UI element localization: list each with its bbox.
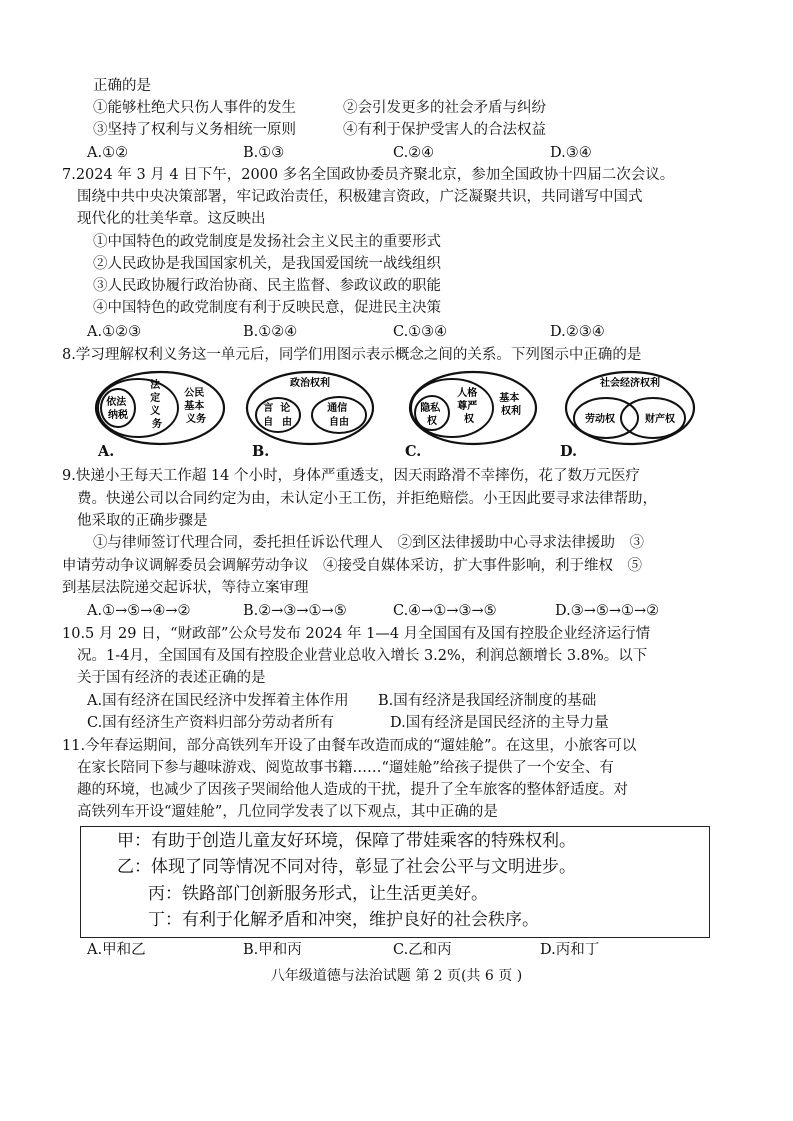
diag-c-inner-2: 权: [427, 416, 437, 427]
q8-label-c: C.: [405, 443, 422, 460]
q11-viewpoint-box: [80, 826, 710, 938]
q7-option-d: D.②③④: [550, 324, 605, 340]
q11-option-b: B.甲和丙: [243, 942, 302, 958]
q6-option-b: B.①③: [243, 145, 285, 161]
q9-stem-line-2: 费。快递公司以合同约定为由，未认定小王工伤，并拒绝赔偿。小王因此要寻求法律帮助，: [77, 491, 657, 507]
diag-c-outer-1: 基本: [499, 393, 520, 404]
q11-stem-line-3: 趣的环境，也减少了因孩子哭闹给他人造成的干扰，提升了全车旅客的整体舒适度。对: [77, 782, 628, 798]
diag-a-outer-2: 基本: [184, 401, 205, 412]
q9-stem-line-3: 他采取的正确步骤是: [77, 513, 208, 529]
diag-c-outer-2: 权利: [501, 406, 521, 417]
diag-a-mid-2: 定: [150, 393, 161, 404]
q7-option-b: B.①②④: [243, 324, 298, 340]
q11-view-bing: 丙：铁路部门创新服务形式，让生活更美好。: [148, 884, 488, 904]
diag-a-outer-3: 义务: [186, 414, 206, 425]
diagram-d: [566, 372, 694, 444]
diag-a-inner-1: 依法: [106, 397, 127, 408]
diag-b-c2-2: 自由: [329, 417, 349, 428]
q11-stem-line-2: 在家长陪同下参与趣味游戏、阅览故事书籍……“遛娃舱”给孩子提供了一个安全、有: [77, 760, 614, 776]
diag-b-c1-1: 言: [263, 403, 274, 414]
q9-option-a: A.①→⑤→④→②: [87, 603, 191, 619]
svg-text:人格 尊严 权: [457, 386, 480, 425]
q8-diagrams: [0, 368, 793, 463]
diagram-c: [410, 372, 536, 444]
q10-option-d: D.国有经济是国民经济的主导力量: [390, 715, 609, 731]
q7-statement-2: ②人民政协是我国国家机关，是我国爱国统一战线组织: [93, 256, 441, 272]
q11-option-d: D.丙和丁: [540, 942, 600, 958]
q9-steps-line-1: ①与律师签订代理合同，委托担任诉讼代理人 ②到区法律援助中心寻求法律援助 ③: [93, 535, 644, 551]
q10-stem-line-2: 况。1-4月，全国国有及国有控股企业营业总收入增长 3.2%，利润总额增长 3.8%。以下: [77, 648, 648, 664]
diag-b-c2-1: 通信: [327, 403, 348, 414]
diag-c-mid-3: 权: [464, 414, 474, 425]
diag-b-title: 政治权利: [290, 378, 330, 389]
diag-c-mid-2: 尊严: [457, 401, 478, 412]
q7-option-a: A.①②③: [87, 324, 142, 340]
q9-option-c: C.④→①→③→⑤: [393, 603, 497, 619]
q9-stem-line-1: 9.快递小王每天工作超 14 个小时，身体严重透支，因天雨路滑不幸摔伤，花了数万元医疗: [62, 468, 640, 484]
svg-text:言 论 自 由: [263, 401, 293, 428]
q11-view-ding: 丁：有利于化解矛盾和冲突，维护良好的社会秩序。: [148, 910, 539, 930]
q7-statement-4: ④中国特色的政党制度有利于反映民意，促进民主决策: [93, 300, 441, 316]
page-footer: 八年级道德与法治试题 第 2 页(共 6 页 ): [270, 968, 523, 984]
q7-option-c: C.①③④: [393, 324, 448, 340]
q7-stem-line-3: 现代化的壮美华章。这反映出: [77, 211, 266, 227]
diagram-b: [247, 372, 373, 444]
q9-option-d: D.③→⑤→①→②: [555, 603, 660, 619]
svg-text:法 定 义 务: [150, 378, 163, 430]
q10-option-c: C.国有经济生产资料归部分劳动者所有: [87, 715, 335, 731]
diag-a-mid-4: 务: [152, 419, 162, 430]
diag-a-mid-1: 法: [150, 380, 161, 391]
q10-option-b: B.国有经济是我国经济制度的基础: [378, 693, 597, 709]
diag-d-title: 社会经济权利: [600, 378, 660, 389]
q6-stem-tail: 正确的是: [93, 78, 151, 94]
diag-a-outer-1: 公民: [184, 388, 205, 399]
q11-option-c: C.乙和丙: [393, 942, 452, 958]
svg-text:通信 自由: [327, 401, 350, 428]
q8-stem: 8.学习理解权利义务这一单元后，同学们用图示表示概念之间的关系。下列图示中正确的是: [62, 347, 642, 363]
q6-statement-3: ③坚持了权利与义务相统一原则: [93, 122, 296, 138]
diag-a-mid-3: 义: [150, 406, 161, 417]
q11-option-a: A.甲和乙: [87, 942, 146, 958]
q7-stem-line-1: 7.2024 年 3 月 4 日下午，2000 多名全国政协委员齐聚北京，参加全国政协十四届二次会议。: [62, 167, 675, 183]
q7-statement-3: ③人民政协履行政治协商、民主监督、参政议政的职能: [93, 278, 441, 294]
q6-statement-2: ②会引发更多的社会矛盾与纠纷: [343, 100, 546, 116]
svg-text:隐私 权: [420, 401, 443, 427]
q8-label-a: A.: [98, 443, 115, 460]
diag-a-inner-2: 纳税: [108, 410, 128, 421]
diag-d-c1: 劳动权: [585, 414, 615, 425]
q10-option-a: A.国有经济在国民经济中发挥着主体作用: [87, 693, 349, 709]
q9-option-b: B.②→③→①→⑤: [243, 603, 347, 619]
diag-c-inner-1: 隐私: [420, 403, 441, 414]
q7-stem-line-2: 围绕中共中央决策部署，牢记政治责任，积极建言资政，广泛凝聚共识，共同谱写中国式: [77, 189, 643, 205]
q9-steps-line-3: 到基层法院递交起诉状，等待立案审理: [62, 580, 309, 596]
svg-text:基本 权利: [499, 391, 522, 417]
q6-statement-1: ①能够杜绝犬只伤人事件的发生: [93, 100, 296, 116]
q6-option-a: A.①②: [87, 145, 129, 161]
svg-text:依法 纳税: [105, 395, 129, 421]
diag-c-mid-1: 人格: [457, 388, 478, 399]
q9-steps-line-2: 申请劳动争议调解委员会调解劳动争议 ④接受自媒体采访，扩大事件影响，利于维权 ⑤: [62, 558, 642, 574]
diag-b-c1-2: 论: [280, 403, 291, 414]
q7-statement-1: ①中国特色的政党制度是发扬社会主义民主的重要形式: [93, 234, 441, 250]
diagram-a: [96, 372, 224, 444]
q11-stem-line-4: 高铁列车开设“遛娃舱”，几位同学发表了以下观点，其中正确的是: [77, 804, 498, 820]
q6-option-c: C.②④: [393, 145, 435, 161]
q10-stem-line-1: 10.5 月 29 日，“财政部”公众号发布 2024 年 1—4 月全国国有及国有控股企业经济运行情: [62, 626, 651, 642]
q8-label-b: B.: [252, 443, 270, 460]
q6-statement-4: ④有利于保护受害人的合法权益: [343, 122, 546, 138]
q11-stem-line-1: 11.今年春运期间，部分高铁列车开设了由餐车改造而成的“遛娃舱”。在这里，小旅客可以: [62, 738, 637, 754]
diag-b-c1-3: 自: [263, 417, 274, 428]
q10-stem-line-3: 关于国有经济的表述正确的是: [77, 670, 266, 686]
svg-text:公民 基本 义务: [184, 386, 207, 425]
q6-option-d: D.③④: [550, 145, 592, 161]
diag-d-c2: 财产权: [645, 414, 675, 425]
q11-view-jia: 甲：有助于创造儿童友好环境，保障了带娃乘客的特殊权利。: [117, 831, 576, 851]
q8-label-d: D.: [560, 443, 578, 460]
diag-b-c1-4: 由: [282, 417, 292, 428]
q11-view-yi: 乙：体现了同等情况不同对待，彰显了社会公平与文明进步。: [117, 857, 576, 877]
